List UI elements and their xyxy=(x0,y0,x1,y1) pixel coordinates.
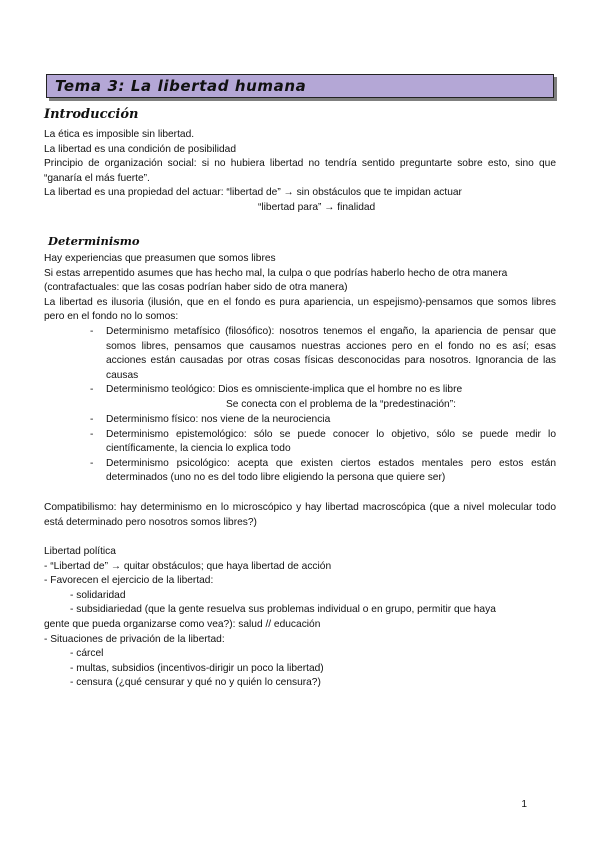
politica-heading: Libertad política xyxy=(44,546,116,557)
list-item-text: Determinismo metafísico (filosófico): nosotros tenemos el engaño, la apariencia de pensar que somos libres, pensamos que causamos nuestras acciones pero en el fondo no es así; esas acciones están causadas por otras cosas físicas desconocidas para nosotros. Ignorancia de las causas xyxy=(106,326,556,381)
politica-line-6: - cárcel xyxy=(70,648,104,660)
determinismo-paragraph-2: Si estas arrepentido asumes que has hecho mal, la culpa o que podrías haberlo hecho de otra manera xyxy=(44,267,508,279)
list-item xyxy=(92,428,556,457)
determinismo-list-cont xyxy=(92,413,556,486)
list-dash: - xyxy=(90,414,94,425)
determinismo-heading: Determinismo xyxy=(48,234,140,248)
politica-line-8: - censura (¿qué censurar y qué no y quién lo censura?) xyxy=(70,677,321,689)
list-item-text: Determinismo teológico: Dios es omnisciente-implica que el hombre no es libre xyxy=(106,384,463,396)
list-dash: - xyxy=(90,428,94,440)
list-item xyxy=(92,383,556,398)
politica-line-3: - solidaridad xyxy=(70,589,126,601)
intro-paragraph-2: La libertad es una condición de posibilidad xyxy=(44,143,237,155)
politica-line-2: - Favorecen el ejercicio de la libertad: xyxy=(44,575,214,587)
list-item-text: Determinismo físico: nos viene de la neurociencia xyxy=(106,414,331,425)
intro-paragraph-1: La ética es imposible sin libertad. xyxy=(44,129,195,140)
intro-heading: Introducción xyxy=(44,107,139,122)
intro-paragraph-4: La libertad es una propiedad del actuar: “libertad de” → sin obstáculos que te impidan actuar xyxy=(44,187,462,199)
politica-line-1: - “Libertad de” → quitar obstáculos; que haya libertad de acción xyxy=(44,560,332,572)
intro-paragraph-5: “libertad para” → finalidad xyxy=(258,202,376,213)
list-dash: - xyxy=(90,326,94,337)
list-item xyxy=(92,325,556,383)
page-title: Tema 3: La libertad humana xyxy=(55,77,307,95)
list-item-text: Determinismo epistemológico: sólo se puede conocer lo objetivo, sólo se puede medir lo científicamente, la ciencia lo explica todo xyxy=(106,428,556,455)
compatibilismo-paragraph: Compatibilismo: hay determinismo en lo microscópico y hay libertad macroscópica (que a nivel molecular todo está determinado pero nosotros somos libres?) xyxy=(44,502,556,528)
intro-paragraph-3: Principio de organización social: si no hubiera libertad no tendría sentido preguntarte sobre esto, sino que “ganaría el más fuerte”. xyxy=(44,158,556,184)
list-item-text: Determinismo psicológico: acepta que existen ciertos estados mentales pero estos están determinados (uno no es del todo libre eligiendo la persona que quiere ser) xyxy=(106,457,556,484)
list-dash: - xyxy=(90,384,94,396)
list-item xyxy=(92,457,556,486)
determinismo-paragraph-4: La libertad es ilusoria (ilusión, que en el fondo es pura apariencia, un espejismo)-pensamos que somos libres pero en el fondo no lo somos: xyxy=(44,296,556,323)
page-number: 1 xyxy=(521,799,527,810)
politica-line-4a: - subsidiariedad (que la gente resuelva sus problemas individual o en grupo, permitir que haya xyxy=(70,604,496,616)
determinismo-paragraph-1: Hay experiencias que preasumen que somos libres xyxy=(44,253,276,264)
intro-section xyxy=(44,128,556,201)
determinismo-intro xyxy=(44,252,556,325)
determinismo-paragraph-3: (contrafactuales: que las cosas podrían haber sido de otra manera) xyxy=(44,282,348,294)
politica-line-7: - multas, subsidios (incentivos-dirigir un poco la libertad) xyxy=(70,662,324,674)
teologico-note: Se conecta con el problema de la “predestinación”: xyxy=(226,399,456,410)
politica-line-4b: gente que pueda organizarse como vea?): salud // educación xyxy=(44,618,321,630)
politica-line-5: - Situaciones de privación de la libertad: xyxy=(44,633,225,645)
libertad-politica-section xyxy=(44,545,556,691)
title-banner xyxy=(46,74,554,98)
list-item xyxy=(92,413,556,428)
list-dash: - xyxy=(90,457,94,469)
determinismo-list xyxy=(92,325,556,398)
